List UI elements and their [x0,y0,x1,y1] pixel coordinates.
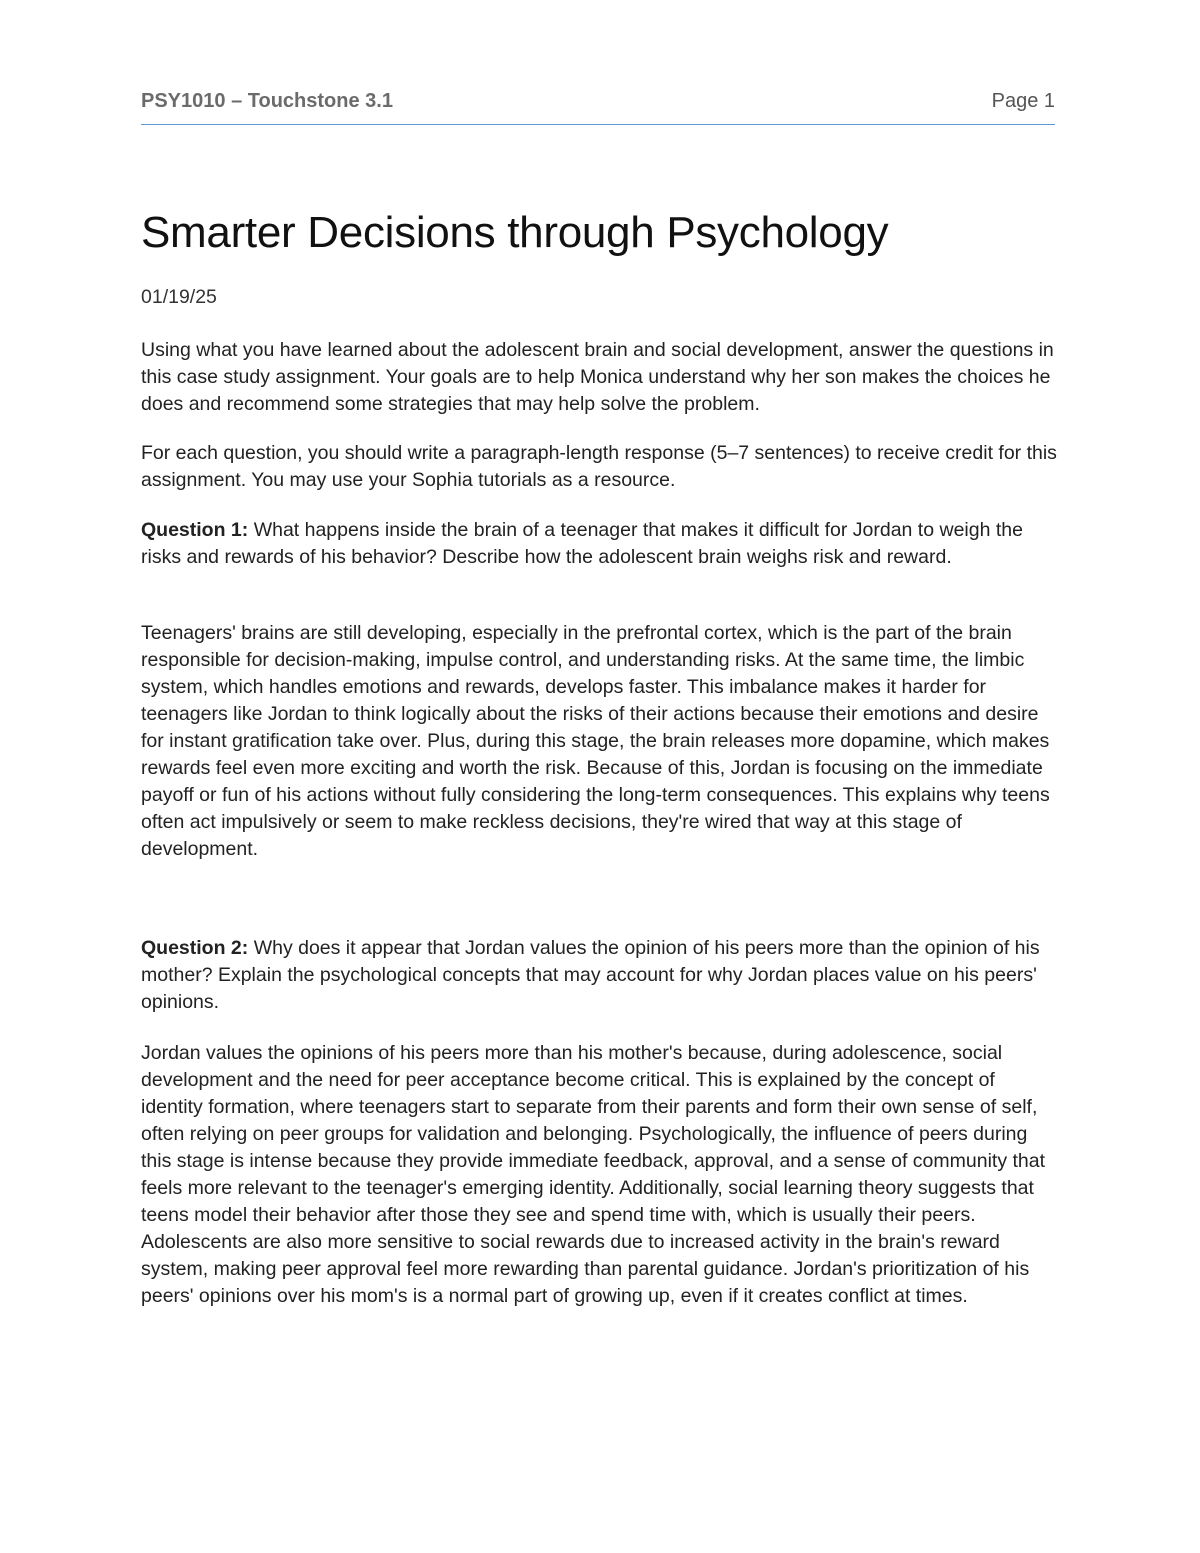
question-1-label: Question 1: [141,519,249,541]
course-header-label: PSY1010 – Touchstone 3.1 [141,90,393,112]
question-2-prompt: Why does it appear that Jordan values the opinion of his peers more than the opinion of his mother? Explain the psychological concepts that may account for why Jordan places value on his peers' opinions. [141,937,1040,1013]
answer-1: Teenagers' brains are still developing, especially in the prefrontal cortex, which is the part of the brain responsible for decision-making, impulse control, and understanding risks. At the same time, the limbic system, which handles emotions and rewards, develops faster. This imbalance makes it harder for teenagers like Jordan to think logically about the risks of their actions because their emotions and desire for instant gratification take over. Plus, during this stage, the brain releases more dopamine, which makes rewards feel even more exciting and worth the risk. Because of this, Jordan is focusing on the immediate payoff or fun of his actions without fully considering the long-term consequences. This explains why teens often act impulsively or seem to make reckless decisions, they're wired that way at this stage of development. [141,622,1050,860]
answer-2: Jordan values the opinions of his peers more than his mother's because, during adolescence, social development and the need for peer acceptance become critical. This is explained by the concept of identity formation, where teenagers start to separate from their parents and form their own sense of self, often relying on peer groups for validation and belonging. Psychologically, the influence of peers during this stage is intense because they provide immediate feedback, approval, and a sense of community that feels more relevant to the teenager's emerging identity. Additionally, social learning theory suggests that teens model their behavior after those they see and spend time with, which is usually their peers. Adolescents are also more sensitive to social rewards due to increased activity in the brain's reward system, making peer approval feel more rewarding than parental guidance. Jordan's prioritization of his peers' opinions over his mom's is a normal part of growing up, even if it creates conflict at times. [141,1042,1046,1307]
question-2 [141,935,1059,1016]
intro-paragraph-1: Using what you have learned about the adolescent brain and social development, answer the questions in this case study assignment. Your goals are to help Monica understand why her son makes the choices he does and recommend some strategies that may help solve the problem. [141,339,1054,415]
page-number: Page 1 [991,90,1055,112]
question-2-label: Question 2: [141,937,249,959]
document-title: Smarter Decisions through Psychology [141,208,889,257]
question-1-prompt: What happens inside the brain of a teenager that makes it difficult for Jordan to weigh the risks and rewards of his behavior? Describe how the adolescent brain weighs risk and reward. [141,519,1023,568]
document-date: 01/19/25 [141,286,217,308]
question-1 [141,517,1059,571]
page-header [141,90,1055,125]
intro-paragraph-2: For each question, you should write a paragraph-length response (5–7 sentences) to receive credit for this assignment. You may use your Sophia tutorials as a resource. [141,442,1057,491]
